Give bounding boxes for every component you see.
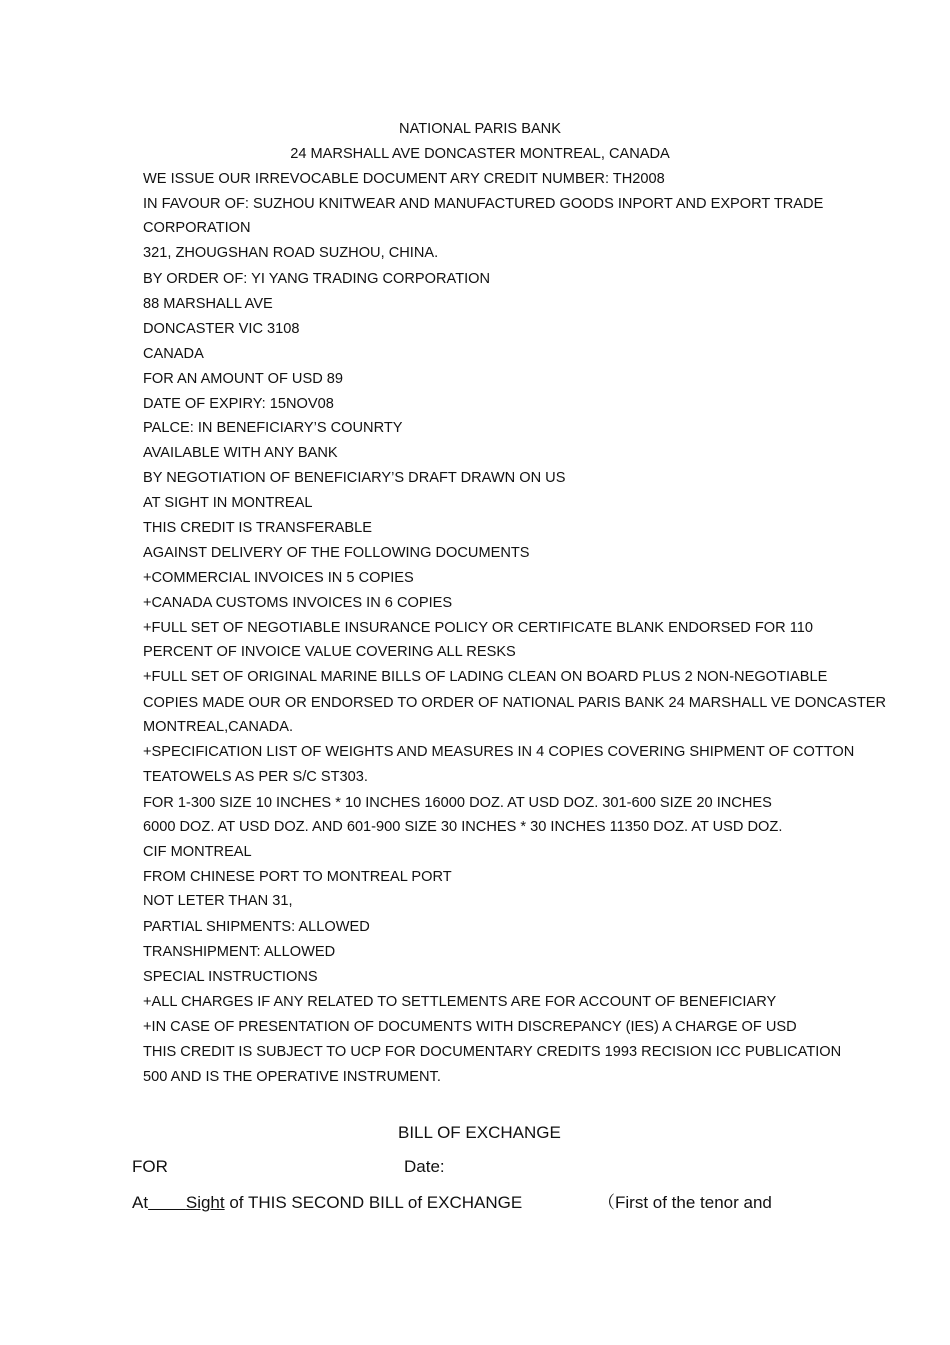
- credit-line: DONCASTER VIC 3108: [143, 321, 300, 337]
- credit-line: BY ORDER OF: YI YANG TRADING CORPORATION: [143, 271, 491, 287]
- second-bill-text: of THIS SECOND BILL of EXCHANGE: [229, 1193, 523, 1212]
- at-label: At: [132, 1193, 149, 1212]
- credit-line: NOT LETER THAN 31,: [143, 893, 293, 909]
- credit-line: WE ISSUE OUR IRREVOCABLE DOCUMENT ARY CREDIT NUMBER: TH2008: [143, 171, 665, 187]
- tenor-blank: [148, 1193, 186, 1212]
- credit-line: AVAILABLE WITH ANY BANK: [143, 445, 338, 461]
- credit-line: 321, ZHOUGSHAN ROAD SUZHOU, CHINA.: [143, 245, 439, 261]
- credit-line: AGAINST DELIVERY OF THE FOLLOWING DOCUMENTS: [143, 545, 530, 561]
- credit-line: 88 MARSHALL AVE: [143, 296, 273, 312]
- credit-line: FOR 1-300 SIZE 10 INCHES * 10 INCHES 16000 DOZ. AT USD DOZ. 301-600 SIZE 20 INCHES: [143, 795, 772, 811]
- credit-line: TRANSHIPMENT: ALLOWED: [143, 944, 336, 960]
- credit-line: MONTREAL,CANADA.: [143, 719, 294, 735]
- bill-of-exchange-title: BILL OF EXCHANGE: [398, 1123, 561, 1142]
- for-label: FOR: [132, 1157, 168, 1176]
- at-sight-line: [132, 1193, 522, 1213]
- sight-word: Sight: [185, 1193, 225, 1212]
- credit-line: THIS CREDIT IS TRANSFERABLE: [143, 520, 372, 536]
- credit-line: 500 AND IS THE OPERATIVE INSTRUMENT.: [143, 1069, 441, 1085]
- date-label: Date:: [404, 1157, 445, 1176]
- credit-line: AT SIGHT IN MONTREAL: [143, 495, 313, 511]
- credit-line: CORPORATION: [143, 220, 251, 236]
- credit-line: THIS CREDIT IS SUBJECT TO UCP FOR DOCUMENTARY CREDITS 1993 RECISION ICC PUBLICATION: [143, 1044, 842, 1060]
- credit-line: PALCE: IN BENEFICIARY’S COUNRTY: [143, 420, 403, 436]
- credit-line: COPIES MADE OUR OR ENDORSED TO ORDER OF NATIONAL PARIS BANK 24 MARSHALL VE DONCASTER: [143, 695, 887, 711]
- credit-line: +COMMERCIAL INVOICES IN 5 COPIES: [143, 570, 414, 586]
- credit-line: SPECIAL INSTRUCTIONS: [143, 969, 318, 985]
- credit-line: CANADA: [143, 346, 204, 362]
- credit-line: TEATOWELS AS PER S/C ST303.: [143, 769, 368, 785]
- credit-line: BY NEGOTIATION OF BENEFICIARY’S DRAFT DRAWN ON US: [143, 470, 566, 486]
- bank-name: NATIONAL PARIS BANK: [399, 121, 561, 137]
- bank-address: 24 MARSHALL AVE DONCASTER MONTREAL, CANADA: [290, 146, 670, 162]
- credit-line: +SPECIFICATION LIST OF WEIGHTS AND MEASURES IN 4 COPIES COVERING SHIPMENT OF COTTON: [143, 744, 855, 760]
- credit-line: +ALL CHARGES IF ANY RELATED TO SETTLEMENTS ARE FOR ACCOUNT OF BENEFICIARY: [143, 994, 777, 1010]
- credit-line: +CANADA CUSTOMS INVOICES IN 6 COPIES: [143, 595, 453, 611]
- credit-line: PARTIAL SHIPMENTS: ALLOWED: [143, 919, 370, 935]
- credit-line: DATE OF EXPIRY: 15NOV08: [143, 396, 334, 412]
- credit-line: +FULL SET OF NEGOTIABLE INSURANCE POLICY OR CERTIFICATE BLANK ENDORSED FOR 110: [143, 620, 813, 636]
- credit-line: CIF MONTREAL: [143, 844, 252, 860]
- credit-line: FROM CHINESE PORT TO MONTREAL PORT: [143, 869, 452, 885]
- credit-line: +FULL SET OF ORIGINAL MARINE BILLS OF LADING CLEAN ON BOARD PLUS 2 NON-NEGOTIABLE: [143, 669, 828, 685]
- credit-line: FOR AN AMOUNT OF USD 89: [143, 371, 344, 387]
- first-of-tenor-text: （First of the tenor and: [598, 1193, 772, 1212]
- credit-line: PERCENT OF INVOICE VALUE COVERING ALL RESKS: [143, 644, 516, 660]
- credit-line: 6000 DOZ. AT USD DOZ. AND 601-900 SIZE 30 INCHES * 30 INCHES 11350 DOZ. AT USD DOZ.: [143, 819, 783, 835]
- credit-line: +IN CASE OF PRESENTATION OF DOCUMENTS WITH DISCREPANCY (IES) A CHARGE OF USD: [143, 1019, 797, 1035]
- credit-line: IN FAVOUR OF: SUZHOU KNITWEAR AND MANUFACTURED GOODS INPORT AND EXPORT TRADE: [143, 196, 824, 212]
